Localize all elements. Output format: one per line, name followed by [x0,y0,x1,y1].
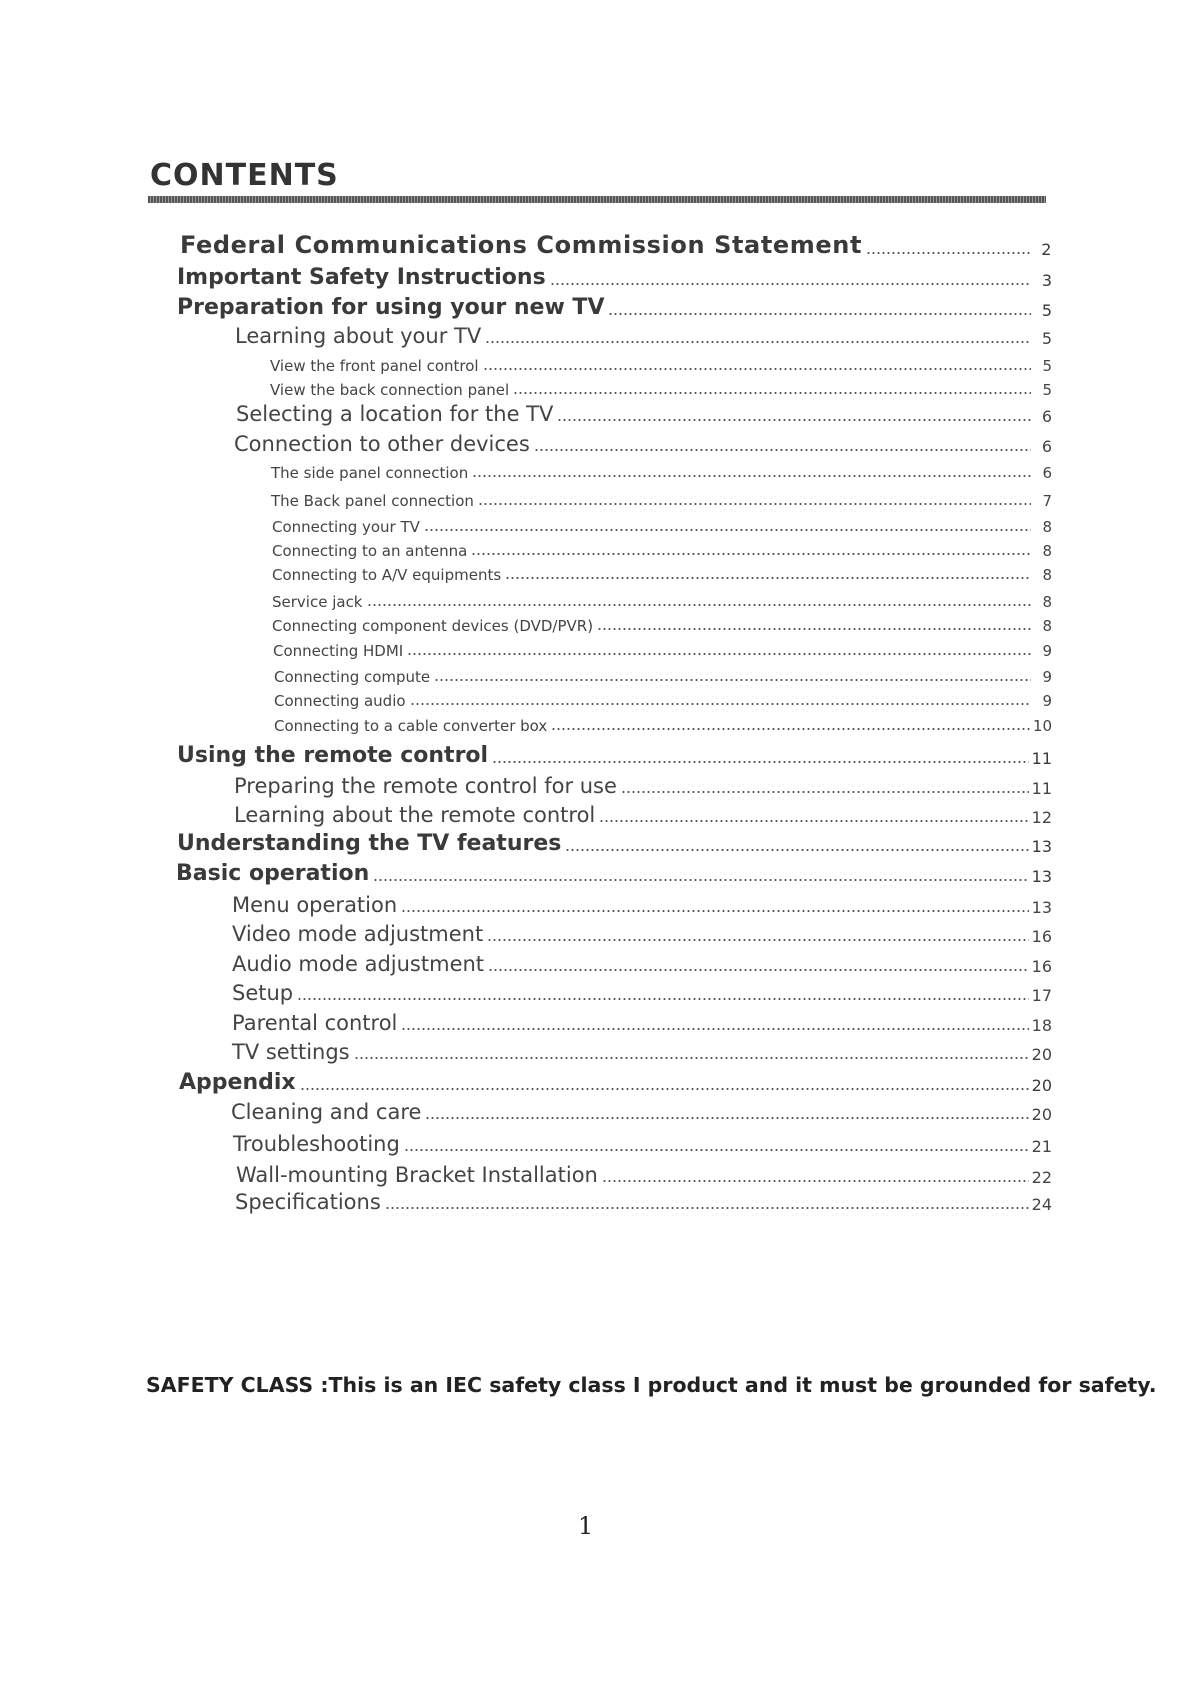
toc-entry-label: Connecting audio [274,692,406,710]
toc-entry-label: Specifications [235,1190,381,1214]
toc-entry-label: Important Safety Instructions [177,265,546,290]
dot-leader [401,909,1028,913]
toc-entry-page: 13 [1031,867,1052,886]
toc-entry-page: 3 [1041,271,1052,290]
toc-entry-label: Connecting compute [274,668,431,686]
toc-entry-label: Wall-mounting Bracket Installation [236,1163,598,1187]
toc-entry-wall-mounting[interactable] [236,1163,1052,1187]
page-title: CONTENTS [150,158,339,193]
page-number: 1 [578,1512,594,1540]
dot-leader [385,1206,1029,1210]
toc-entry-audio[interactable] [274,692,1052,710]
toc-entry-label: Service jack [272,593,363,611]
toc-entry-page: 6 [1041,407,1052,426]
toc-entry-page: 9 [1042,642,1052,660]
toc-entry-tv-features[interactable] [177,831,1052,856]
toc-entry-label: Using the remote control [177,743,489,768]
dot-leader [300,1087,1029,1091]
dot-leader [471,552,1031,556]
toc-entry-cable-converter[interactable] [274,717,1052,735]
dot-leader [404,1148,1029,1152]
toc-entry-page: 17 [1031,986,1052,1005]
dot-leader [551,727,1030,731]
toc-entry-page: 11 [1031,749,1052,768]
dot-leader [425,1116,1028,1120]
toc-entry-page: 22 [1031,1168,1052,1187]
toc-entry-label: View the front panel control [270,357,479,375]
toc-entry-label: Connecting to A/V equipments [272,566,502,584]
dot-leader [478,502,1031,506]
dot-leader [608,312,1031,316]
toc-entry-label: Federal Communications Commission Statement [180,231,863,259]
toc-entry-label: Preparing the remote control for use [234,774,617,798]
toc-entry-location[interactable] [236,402,1052,426]
toc-entry-page: 7 [1042,492,1052,510]
toc-entry-video-mode[interactable] [232,922,1052,946]
toc-entry-troubleshooting[interactable] [233,1132,1052,1156]
dot-leader [424,528,1031,532]
dot-leader [565,848,1028,852]
toc-entry-back-panel-connection[interactable] [271,492,1052,510]
toc-entry-page: 11 [1031,779,1052,798]
toc-entry-cleaning[interactable] [231,1100,1052,1124]
dot-leader [492,760,1029,764]
dot-leader [597,627,1031,631]
toc-entry-tv-settings[interactable] [232,1040,1052,1064]
toc-entry-connection-devices[interactable] [234,432,1052,456]
toc-entry-label: Connecting to an antenna [272,542,468,560]
toc-entry-page: 10 [1032,717,1052,735]
dot-leader [485,340,1031,344]
toc-entry-label: Setup [232,981,294,1005]
toc-entry-label: The side panel connection [271,464,469,482]
toc-entry-page: 8 [1042,617,1052,635]
dot-leader [434,678,1031,682]
toc-entry-label: Troubleshooting [233,1132,400,1156]
toc-entry-page: 13 [1031,898,1052,917]
dot-leader [513,391,1031,395]
toc-entry-page: 12 [1031,808,1052,827]
dot-leader [866,251,1031,255]
toc-entry-page: 16 [1031,957,1052,976]
toc-entry-preparing-remote[interactable] [234,774,1052,798]
toc-entry-page: 20 [1031,1076,1052,1095]
dot-leader [488,968,1029,972]
toc-entry-page: 8 [1042,593,1052,611]
toc-entry-label: Connecting HDMI [273,642,404,660]
dot-leader [534,448,1031,452]
toc-entry-remote-control[interactable] [177,743,1052,768]
dot-leader [297,997,1029,1001]
toc-entry-page: 13 [1031,837,1052,856]
toc-entry-component-devices[interactable] [272,617,1052,635]
toc-entry-page: 6 [1042,464,1052,482]
toc-entry-parental-control[interactable] [232,1011,1052,1035]
toc-entry-label: Connecting your TV [272,518,420,536]
toc-entry-label: Connection to other devices [234,432,530,456]
toc-entry-page: 2 [1041,240,1052,259]
toc-entry-safety-instructions[interactable] [177,265,1052,290]
toc-entry-page: 5 [1042,381,1052,399]
toc-entry-label: Basic operation [176,861,370,886]
toc-entry-label: Menu operation [232,893,398,917]
toc-entry-specifications[interactable] [235,1190,1052,1214]
dot-leader [487,938,1028,942]
dot-leader [557,418,1031,422]
toc-entry-page: 18 [1031,1016,1052,1035]
toc-entry-page: 8 [1042,566,1052,584]
toc-entry-menu-operation[interactable] [232,893,1052,917]
toc-entry-service-jack[interactable] [272,593,1052,611]
dot-leader [550,282,1031,286]
toc-entry-av-equipments[interactable] [272,566,1052,584]
toc-entry-front-panel[interactable] [270,357,1052,375]
toc-entry-label: Understanding the TV features [177,831,562,856]
toc-entry-page: 5 [1041,301,1052,320]
toc-entry-audio-mode[interactable] [232,952,1052,976]
toc-entry-appendix[interactable] [179,1070,1052,1095]
toc-entry-antenna[interactable] [272,542,1052,560]
toc-entry-page: 8 [1042,542,1052,560]
toc-entry-page: 9 [1042,692,1052,710]
toc-entry-fcc-statement[interactable] [180,231,1052,259]
toc-entry-label: TV settings [232,1040,350,1064]
toc-entry-learning-tv[interactable] [235,324,1052,348]
toc-entry-label: Selecting a location for the TV [236,402,554,426]
toc-entry-page: 20 [1031,1045,1052,1064]
toc-entry-label: Connecting component devices (DVD/PVR) [272,617,594,635]
toc-entry-label: Learning about the remote control [234,803,596,827]
toc-entry-page: 24 [1031,1195,1052,1214]
toc-entry-back-panel[interactable] [270,381,1052,399]
toc-entry-setup[interactable] [232,981,1052,1005]
toc-entry-label: Connecting to a cable converter box [274,717,548,735]
safety-class-notice: SAFETY CLASS :This is an IEC safety class I product and it must be grounded for safety. [146,1373,1157,1397]
toc-entry-page: 20 [1031,1105,1052,1124]
toc-entry-label: Preparation for using your new TV [177,295,605,320]
toc-entry-page: 5 [1041,329,1052,348]
toc-entry-label: View the back connection panel [270,381,510,399]
toc-entry-page: 5 [1042,357,1052,375]
toc-entry-label: Cleaning and care [231,1100,422,1124]
toc-entry-preparation[interactable] [177,295,1052,320]
toc-entry-label: Audio mode adjustment [232,952,485,976]
toc-entry-label: Video mode adjustment [232,922,484,946]
dot-leader [483,367,1031,371]
dot-leader [367,603,1032,607]
toc-entry-label: Learning about your TV [235,324,482,348]
toc-entry-compute[interactable] [274,668,1052,686]
toc-entry-basic-operation[interactable] [176,861,1052,886]
dot-leader [505,576,1031,580]
toc-entry-hdmi[interactable] [273,642,1052,660]
toc-entry-page: 9 [1042,668,1052,686]
toc-entry-label: Parental control [232,1011,398,1035]
toc-entry-label: The Back panel connection [271,492,474,510]
dot-leader [472,474,1031,478]
dot-leader [373,878,1028,882]
toc-entry-page: 8 [1042,518,1052,536]
toc-entry-label: Appendix [179,1070,296,1095]
dot-leader [354,1056,1029,1060]
toc-entry-side-panel[interactable] [271,464,1052,482]
toc-entry-connecting-tv[interactable] [272,518,1052,536]
toc-entry-page: 21 [1031,1137,1052,1156]
dot-leader [599,819,1028,823]
dot-leader [401,1027,1028,1031]
dot-leader [410,702,1031,706]
dot-leader [602,1179,1029,1183]
toc-entry-page: 16 [1031,927,1052,946]
toc-entry-learning-remote[interactable] [234,803,1052,827]
dot-leader [621,790,1029,794]
dot-leader [407,652,1031,656]
toc-entry-page: 6 [1041,437,1052,456]
